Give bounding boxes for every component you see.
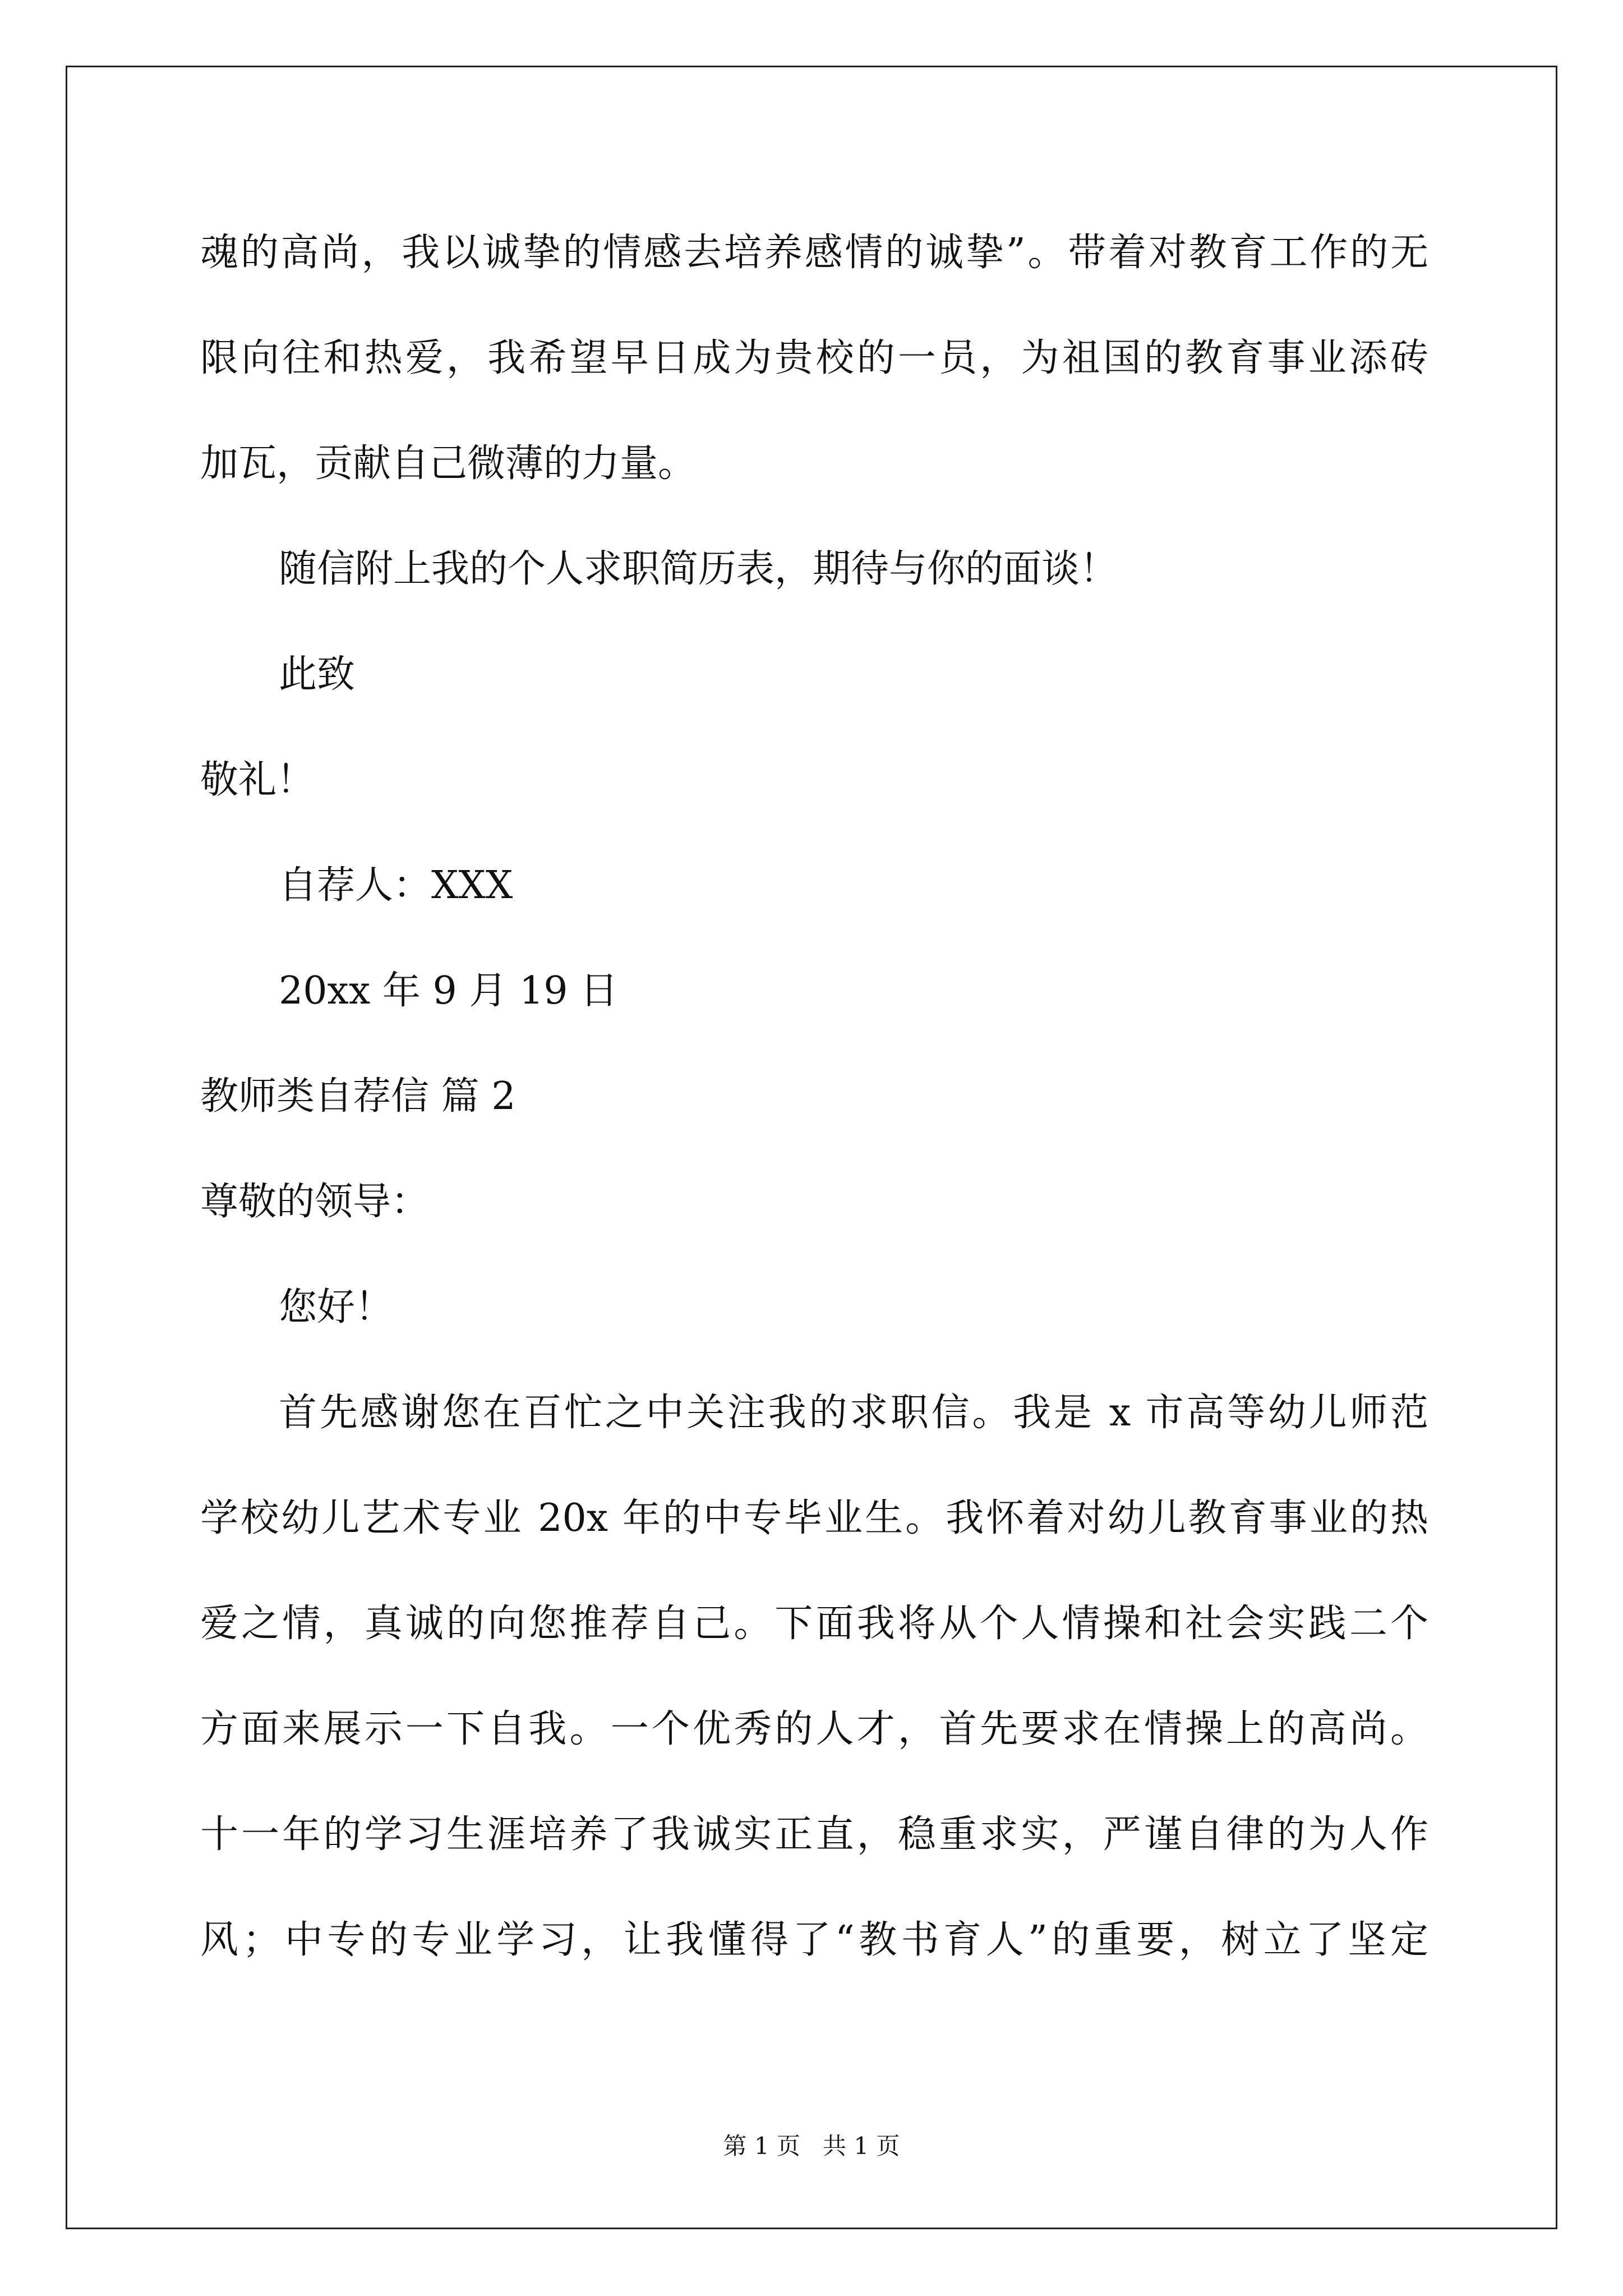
section-heading: 教师类自荐信 篇 2 (200, 1074, 516, 1119)
paragraph-line: 首先感谢您在百忙之中关注我的求职信。我是 x 市高等幼儿师范 (279, 1391, 1428, 1435)
paragraph-line: 十一年的学习生涯培养了我诚实正直，稳重求实，严谨自律的为人作 (200, 1812, 1428, 1857)
greeting-line: 尊敬的领导： (200, 1180, 430, 1224)
date-line: 20xx 年 9 月 19 日 (279, 969, 619, 1013)
closing-regards: 敬礼！ (200, 758, 315, 802)
paragraph-line: 随信附上我的个人求职简历表，期待与你的面谈！ (279, 547, 1118, 591)
paragraph-line: 魂的高尚，我以诚挚的情感去培养感情的诚挚”。带着对教育工作的无 (200, 231, 1428, 275)
paragraph-line: 方面来展示一下自我。一个优秀的人才，首先要求在情操上的高尚。 (200, 1707, 1428, 1751)
paragraph-line: 加瓦，贡献自己微薄的力量。 (200, 441, 697, 486)
signature-line: 自荐人：XXX (279, 863, 513, 908)
page-border (66, 66, 1557, 2229)
paragraph-line: 风；中专的专业学习，让我懂得了“教书育人”的重要，树立了坚定 (200, 1918, 1428, 1962)
paragraph-line: 限向往和热爱，我希望早日成为贵校的一员，为祖国的教育事业添砖 (200, 336, 1428, 380)
paragraph-line: 爱之情，真诚的向您推荐自己。下面我将从个人情操和社会实践二个 (200, 1602, 1428, 1646)
closing-salutation: 此致 (279, 652, 356, 697)
page-footer: 第 1 页 共 1 页 (723, 2132, 900, 2160)
paragraph-line: 学校幼儿艺术专业 20x 年的中专毕业生。我怀着对幼儿教育事业的热 (200, 1496, 1428, 1540)
greeting-hello: 您好！ (279, 1285, 394, 1329)
